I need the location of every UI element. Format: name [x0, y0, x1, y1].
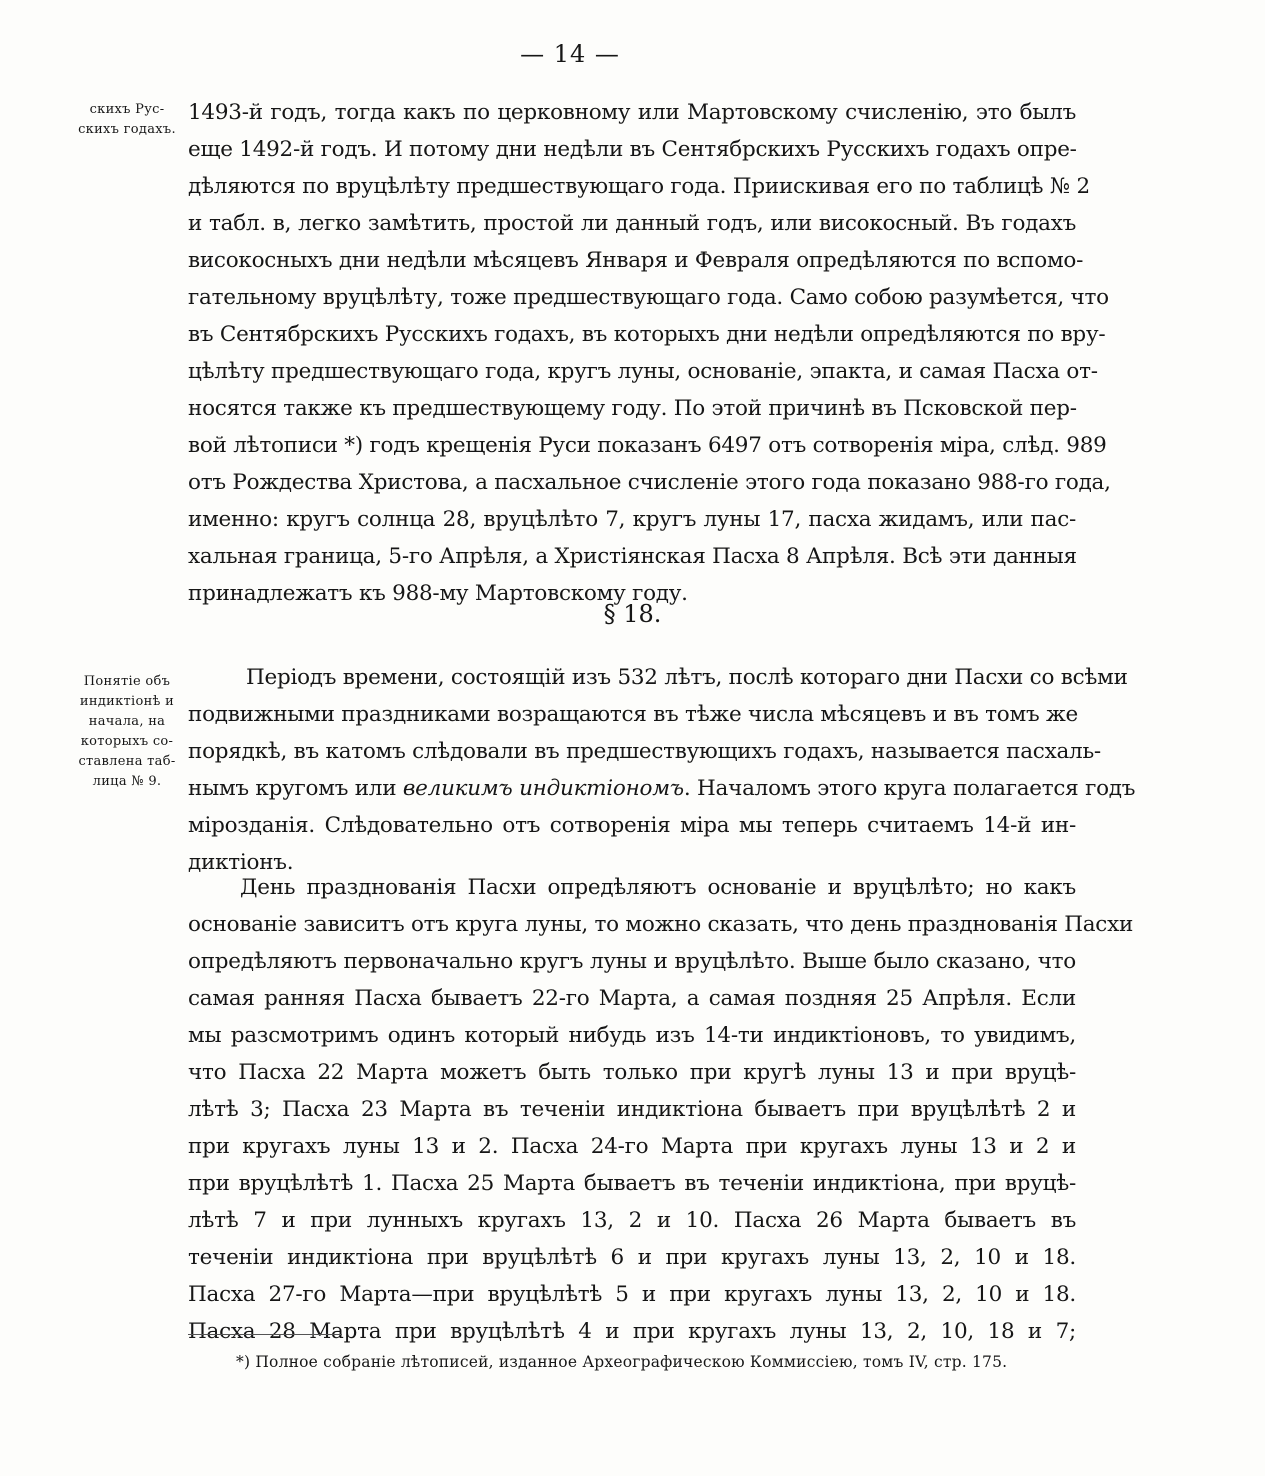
paragraph-continued: [188, 94, 1111, 612]
text-line: еще 1492-й годъ. И потому дни недѣли въ Сентябрскихъ Русскихъ годахъ опре-: [188, 137, 1077, 162]
text-line: Періодъ времени, состоящій изъ 532 лѣтъ, послѣ котораго дни Пасхи со всѣми: [246, 665, 1128, 690]
text-line: порядкѣ, въ катомъ слѣдовали въ предшествующихъ годахъ, называется пасхаль-: [188, 739, 1101, 764]
text-line: День празднованія Пасхи опредѣляютъ основаніе и вруцѣлѣто; но какъ: [240, 875, 1076, 900]
paragraph-easter-days: [188, 869, 1134, 1350]
margin-note-line: скихъ Рус-: [89, 102, 165, 117]
text-line: что Пасха 22 Марта можетъ быть только при кругѣ луны 13 и при вруцѣ-: [188, 1060, 1076, 1085]
text-segment: . Началомъ этого круга полагается годъ: [683, 776, 1136, 801]
text-line: лѣтѣ 3; Пасха 23 Марта въ теченіи индиктіона бываетъ при вруцѣлѣтѣ 2 и: [188, 1097, 1076, 1122]
text-line: мы разсмотримъ одинъ который нибудь изъ 14-ти индиктіоновъ, то увидимъ,: [188, 1023, 1076, 1048]
text-line: дѣляются по вруцѣлѣту предшествующаго года. Приискивая его по таблицѣ № 2: [188, 174, 1090, 199]
text-line: гательному вруцѣлѣту, тоже предшествующаго года. Само собою разумѣется, что: [188, 285, 1109, 310]
text-line: хальная граница, 5-го Апрѣля, а Христіянская Пасха 8 Апрѣля. Всѣ эти данныя: [188, 544, 1077, 569]
text-line: опредѣляютъ первоначально кругъ луны и вруцѣлѣто. Выше было сказано, что: [188, 949, 1076, 974]
text-line: диктіонъ.: [188, 850, 294, 875]
text-line: принадлежатъ къ 988-му Мартовскому году.: [188, 581, 688, 606]
margin-note-line: ставлена таб-: [78, 754, 176, 769]
text-line: високосныхъ дни недѣли мѣсяцевъ Января и Февраля опредѣляются по вспомо-: [188, 248, 1084, 273]
text-line: 1493-й годъ, тогда какъ по церковному или Мартовскому счисленію, это былъ: [188, 100, 1076, 125]
text-line: Пасха 27-го Марта—при вруцѣлѣтѣ 5 и при кругахъ луны 13, 2, 10 и 18.: [188, 1282, 1076, 1307]
text-line: при вруцѣлѣтѣ 1. Пасха 25 Марта бываетъ въ теченіи индиктіона, при вруцѣ-: [188, 1171, 1076, 1196]
footnote-rule: [188, 1334, 342, 1335]
margin-note-line: лица № 9.: [92, 774, 162, 789]
text-line: въ Сентябрскихъ Русскихъ годахъ, въ которыхъ дни недѣли опредѣляются по вру-: [188, 322, 1106, 347]
page-number: — 14 —: [520, 40, 620, 68]
text-line: именно: кругъ солнца 28, вруцѣлѣто 7, кругъ луны 17, пасха жидамъ, или пас-: [188, 507, 1076, 532]
margin-note-line: Понятіе объ: [83, 674, 171, 689]
text-line: при кругахъ луны 13 и 2. Пасха 24-го Марта при кругахъ луны 13 и 2 и: [188, 1134, 1076, 1159]
text-line: [188, 770, 1136, 807]
text-line: основаніе зависитъ отъ круга луны, то можно сказать, что день празднованія Пасхи: [188, 912, 1134, 937]
text-line: мірозданія. Слѣдовательно отъ сотворенія міра мы теперь считаемъ 14-й ин-: [188, 813, 1076, 838]
margin-note-line: индиктіонѣ и: [79, 694, 175, 709]
text-line: носятся также къ предшествующему году. По этой причинѣ въ Псковской пер-: [188, 396, 1077, 421]
text-line: цѣлѣту предшествующаго года, кругъ луны, основаніе, эпакта, и самая Пасха от-: [188, 359, 1098, 384]
footnote: *) Полное собраніе лѣтописей, изданное Археографическою Коммиссіею, томъ IV, стр. 175.: [236, 1353, 1008, 1371]
text-line: вой лѣтописи *) годъ крещенія Руси показанъ 6497 отъ сотворенія міра, слѣд. 989: [188, 433, 1107, 458]
text-segment: нымъ кругомъ или: [188, 776, 403, 801]
paragraph-indiction: [188, 659, 1136, 881]
text-line: самая ранняя Пасха бываетъ 22-го Марта, а самая поздняя 25 Апрѣля. Если: [188, 986, 1076, 1011]
italic-term: великимъ индиктіономъ: [402, 776, 684, 801]
margin-note-line: скихъ годахъ.: [78, 122, 176, 137]
text-line: лѣтѣ 7 и при лунныхъ кругахъ 13, 2 и 10. Пасха 26 Марта бываетъ въ: [188, 1208, 1076, 1233]
text-line: и табл. в, легко замѣтить, простой ли данный годъ, или високосный. Въ годахъ: [188, 211, 1076, 236]
margin-note-russian-years: [72, 100, 182, 140]
text-line: теченіи индиктіона при вруцѣлѣтѣ 6 и при кругахъ луны 13, 2, 10 и 18.: [188, 1245, 1076, 1270]
text-line: отъ Рождества Христова, а пасхальное счисленіе этого года показано 988-го года,: [188, 470, 1111, 495]
section-heading: § 18.: [603, 600, 662, 628]
text-line: Пасха 28 Марта при вруцѣлѣтѣ 4 и при кругахъ луны 13, 2, 10, 18 и 7;: [188, 1319, 1076, 1344]
margin-note-line: начала, на: [88, 714, 166, 729]
margin-note-indiction: [72, 672, 182, 792]
margin-note-line: которыхъ со-: [80, 734, 174, 749]
text-line: подвижными праздниками возращаются въ тѣже числа мѣсяцевъ и въ томъ же: [188, 702, 1078, 727]
